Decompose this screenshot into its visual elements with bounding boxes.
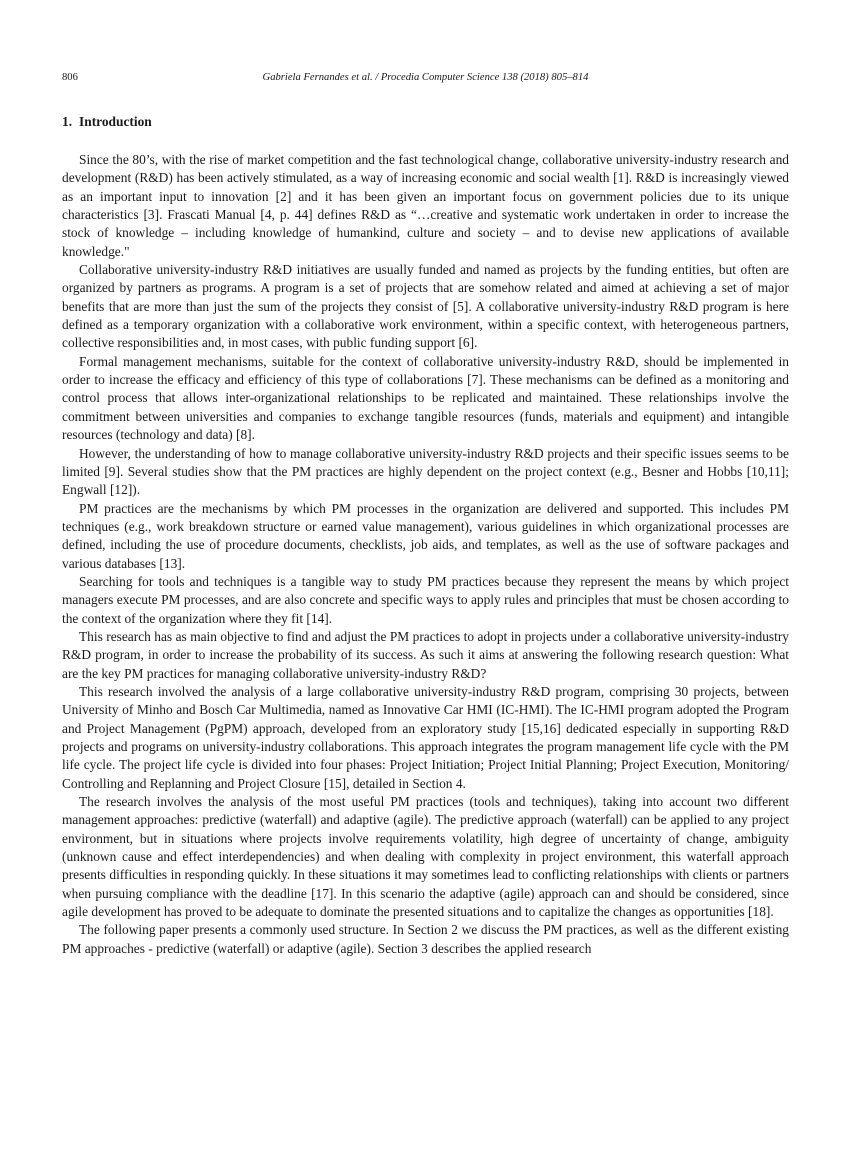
page-number: 806	[62, 72, 78, 83]
paragraph: The following paper presents a commonly used structure. In Section 2 we discuss the PM practices, as well as the different existing PM approaches - predictive (waterfall) or adaptive (agile). Section 3 describes the applied research	[62, 922, 789, 956]
section-number: 1.	[62, 114, 73, 129]
paragraph: The research involves the analysis of the most useful PM practices (tools and techniques), taking into account two different management approaches: predictive (waterfall) and adaptive (agile). The predictive approach (waterfall) can be applied to any project environment, but in situations where projects involve requirements volatility, high degree of uncertainty of change, ambiguity (unknown cause and effect interdependencies) and when dealing with complexity in project environment, this waterfall approach presents difficulties in responding quickly. In these situations it may sometimes lead to conflicting relationships with clients or partners when pursuing compliance with the deadline [17]. In this scenario the adaptive (agile) approach can and should be considered, since agile development has proved to be adequate to dominate the presented situations and to capitalize the changes as opportunities [18].	[62, 794, 789, 920]
paragraph: This research has as main objective to find and adjust the PM practices to adopt in projects under a collaborative university-industry R&D program, in order to increase the probability of its success. As such it aims at answering the following research question: What are the key PM practices for managing collaborative university-industry R&D?	[62, 628, 789, 681]
paragraph: This research involved the analysis of a large collaborative university-industry R&D program, comprising 30 projects, between University of Minho and Bosch Car Multimedia, named as Innovative Car HMI (IC-HMI). The IC-HMI program adopted the Program and Project Management (PgPM) approach, developed from an exploratory study [15,16] dedicated especially in supporting R&D projects and programs on university-industry collaborations. This approach integrates the program management life cycle with the PM life cycle. The project life cycle is divided into four phases: Project Initiation; Project Initial Planning; Project Execution, Monitoring/ Controlling and Replanning and Project Closure [15], detailed in Section 4.	[62, 683, 789, 791]
running-title: Gabriela Fernandes et al. / Procedia Computer Science 138 (2018) 805–814	[262, 72, 589, 83]
section-title: Introduction	[79, 114, 152, 129]
paragraph: However, the understanding of how to manage collaborative university-industry R&D projects and their specific issues seems to be limited [9]. Several studies show that the PM practices are highly dependent on the project context (e.g., Besner and Hobbs [10,11]; Engwall [12]).	[62, 445, 789, 498]
section-heading	[62, 114, 152, 130]
paragraph: PM practices are the mechanisms by which PM processes in the organization are delivered and supported. This includes PM techniques (e.g., work breakdown structure or earned value management), various guidelines in which organizational processes are defined, including the use of procedure documents, checklists, job aids, and templates, as well as the use of software packages and various databases [13].	[62, 500, 789, 571]
paragraph: Since the 80’s, with the rise of market competition and the fast technological change, collaborative university-industry research and development (R&D) has been actively stimulated, as a way of increasing economic and social wealth [1]. R&D is increasingly viewed as an important input to innovation [2] and it has been given an important focus on government policies due to its unique characteristics [3]. Frascati Manual [4, p. 44] defines R&D as “…creative and systematic work undertaken in order to increase the stock of knowledge – including knowledge of humankind, culture and society – and to devise new applications of available knowledge."	[62, 152, 789, 259]
body-text	[62, 151, 789, 958]
paragraph: Formal management mechanisms, suitable for the context of collaborative university-industry R&D, should be implemented in order to increase the efficacy and efficiency of this type of collaborations [7]. These mechanisms can be defined as a monitoring and control process that allows inter-organizational relationships to be replicated and maintained. These relationships involve the commitment between universities and companies to exchange tangible resources (funds, materials and equipment) and intangible resources (technology and data) [8].	[62, 353, 789, 443]
paragraph: Collaborative university-industry R&D initiatives are usually funded and named as projects by the funding entities, but often are organized by partners as programs. A program is a set of projects that are somehow related and aimed at achieving a set of major benefits that are more than just the sum of the projects they consist of [5]. A collaborative university-industry R&D program is here defined as a temporary organization with a collaborative work environment, within a specific context, with heterogeneous partners, collective responsibilities and, in most cases, with public funding support [6].	[62, 262, 789, 351]
paragraph: Searching for tools and techniques is a tangible way to study PM practices because they represent the means by which project managers execute PM processes, and are also concrete and specific ways to apply rules and principles that must be chosen according to the context of the organization where they fit [14].	[62, 573, 789, 626]
